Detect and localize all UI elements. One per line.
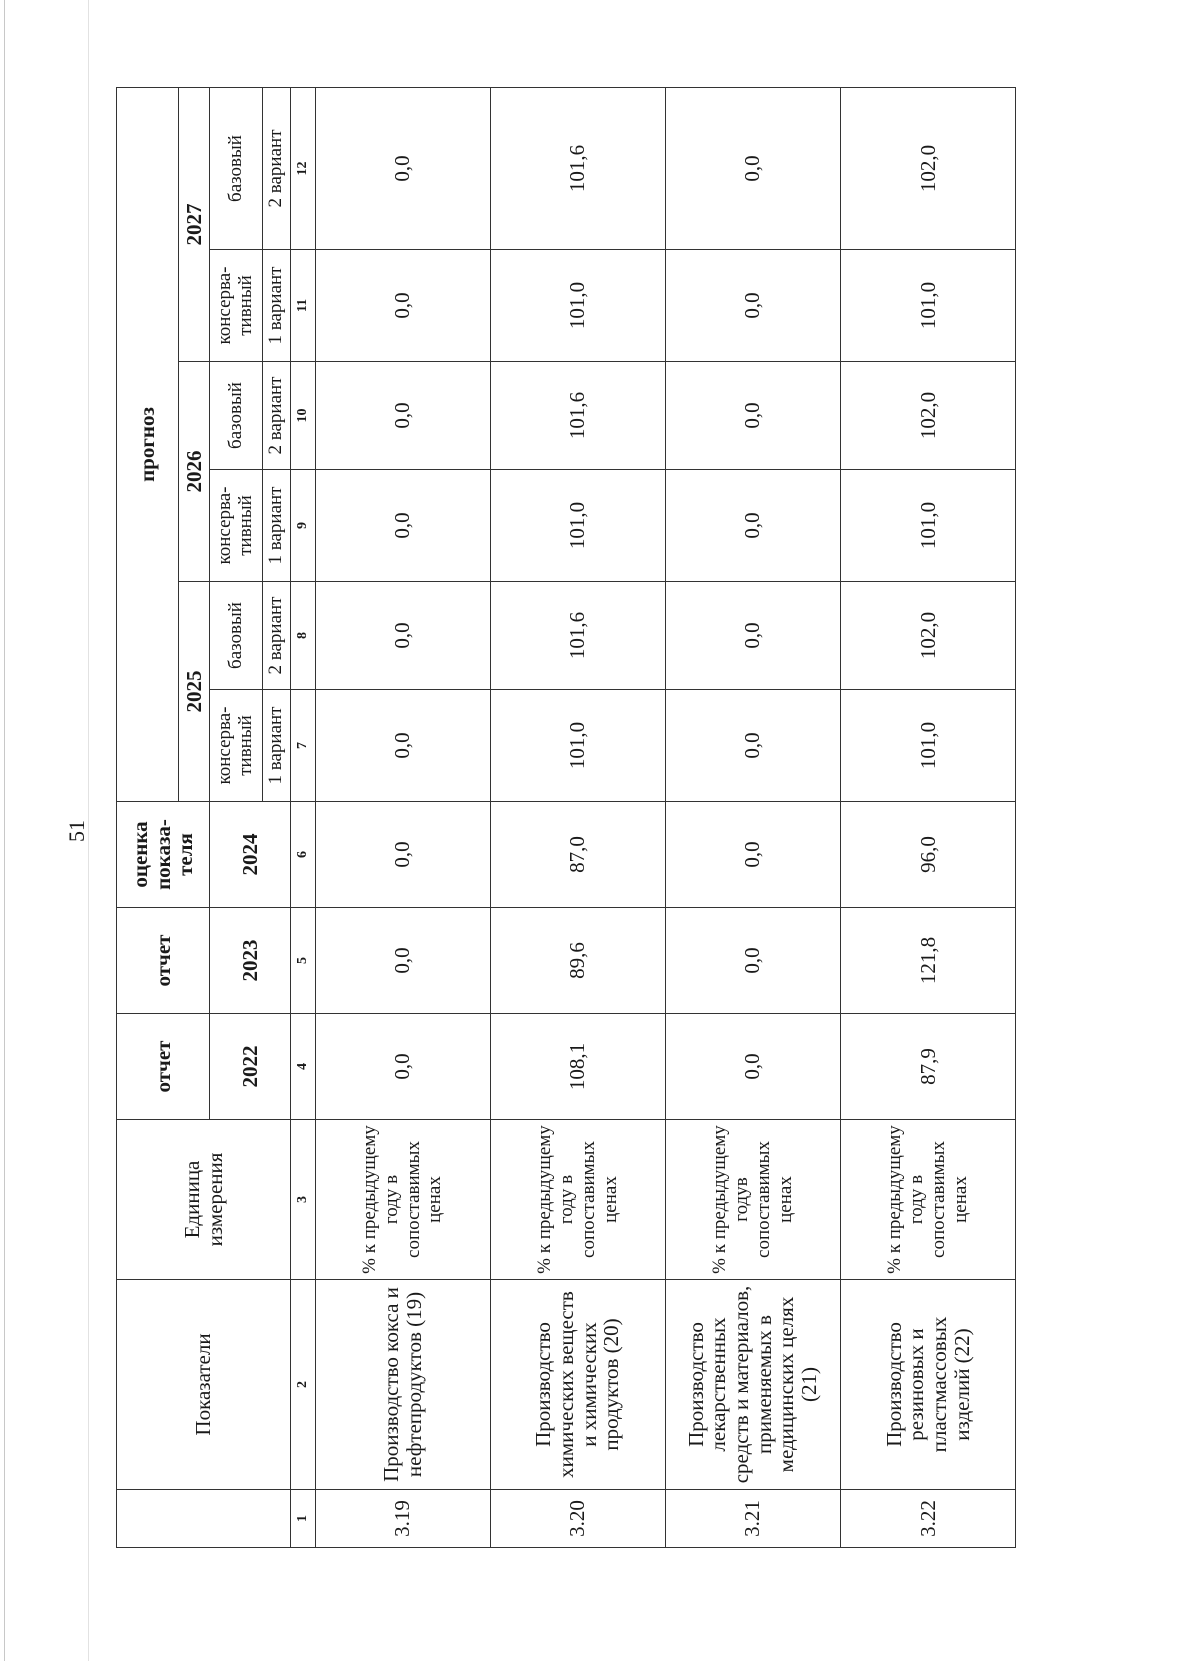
- value-2023: 121,8: [840, 908, 1015, 1014]
- header-2025-conservative: консерва-тивный: [209, 690, 262, 802]
- col-number: 3: [291, 1120, 315, 1280]
- row-indicator-name: Производство лекарственных средств и материалов, применяемых в медицинских целях (21): [665, 1280, 840, 1490]
- header-indicators: Показатели: [117, 1280, 291, 1490]
- value-2024: 87,0: [490, 802, 665, 908]
- scan-edge: [4, 0, 5, 1661]
- value-2023: 89,6: [490, 908, 665, 1014]
- value-2025-v1: 101,0: [490, 690, 665, 802]
- value-2022: 0,0: [315, 1014, 490, 1120]
- column-numbers-row: [291, 87, 315, 1547]
- rotated-table-wrapper: [116, 88, 1016, 1548]
- header-2026-base: базовый: [209, 362, 262, 470]
- value-2025-v2: 0,0: [665, 582, 840, 690]
- value-2023: 0,0: [665, 908, 840, 1014]
- header-unit: Единица измерения: [117, 1120, 291, 1280]
- header-2027-variant1: 1 вариант: [262, 250, 290, 362]
- col-number: 4: [291, 1014, 315, 1120]
- col-number: 1: [291, 1490, 315, 1548]
- header-col-2023: 2023: [209, 908, 290, 1014]
- col-number: 8: [291, 582, 315, 690]
- value-2026-v1: 0,0: [665, 470, 840, 582]
- header-year-2027: 2027: [179, 87, 210, 361]
- value-2022: 87,9: [840, 1014, 1015, 1120]
- table-row: [665, 87, 840, 1547]
- header-2027-base: базовый: [209, 87, 262, 249]
- row-indicator-name: Производство химических веществ и химических продуктов (20): [490, 1280, 665, 1490]
- header-report-2023: отчет: [117, 908, 210, 1014]
- col-number: 10: [291, 362, 315, 470]
- row-indicator-name: Производство кокса и нефтепродуктов (19): [315, 1280, 490, 1490]
- value-2022: 0,0: [665, 1014, 840, 1120]
- value-2025-v1: 101,0: [840, 690, 1015, 802]
- col-number: 7: [291, 690, 315, 802]
- value-2027-v2: 101,6: [490, 87, 665, 249]
- row-unit: % к предыдущему году в сопоставимых ценах: [490, 1120, 665, 1280]
- value-2026-v1: 101,0: [840, 470, 1015, 582]
- header-year-2026: 2026: [179, 362, 210, 582]
- header-2026-variant1: 1 вариант: [262, 470, 290, 582]
- header-forecast: прогноз: [117, 87, 179, 801]
- value-2027-v1: 101,0: [490, 250, 665, 362]
- header-estimate: оценка показа-теля: [117, 802, 210, 908]
- value-2025-v2: 102,0: [840, 582, 1015, 690]
- row-indicator-name: Производство резиновых и пластмассовых изделий (22): [840, 1280, 1015, 1490]
- value-2026-v2: 102,0: [840, 362, 1015, 470]
- row-number: 3.19: [315, 1490, 490, 1548]
- value-2025-v2: 101,6: [490, 582, 665, 690]
- header-2026-conservative: консерва-тивный: [209, 470, 262, 582]
- value-2026-v2: 0,0: [665, 362, 840, 470]
- table-row: [315, 87, 490, 1547]
- header-report-2022: отчет: [117, 1014, 210, 1120]
- value-2027-v2: 102,0: [840, 87, 1015, 249]
- header-2025-variant2: 2 вариант: [262, 582, 290, 690]
- value-2022: 108,1: [490, 1014, 665, 1120]
- header-corner: [117, 1490, 291, 1548]
- col-number: 9: [291, 470, 315, 582]
- value-2026-v1: 101,0: [490, 470, 665, 582]
- col-number: 2: [291, 1280, 315, 1490]
- value-2027-v2: 0,0: [315, 87, 490, 249]
- row-number: 3.20: [490, 1490, 665, 1548]
- forecast-table: [116, 87, 1016, 1548]
- value-2026-v1: 0,0: [315, 470, 490, 582]
- header-2027-variant2: 2 вариант: [262, 87, 290, 249]
- col-number: 6: [291, 802, 315, 908]
- value-2027-v1: 101,0: [840, 250, 1015, 362]
- value-2024: 0,0: [665, 802, 840, 908]
- header-2027-conservative: консерва-тивный: [209, 250, 262, 362]
- value-2026-v2: 0,0: [315, 362, 490, 470]
- col-number: 5: [291, 908, 315, 1014]
- value-2026-v2: 101,6: [490, 362, 665, 470]
- col-number: 12: [291, 87, 315, 249]
- value-2024: 96,0: [840, 802, 1015, 908]
- value-2023: 0,0: [315, 908, 490, 1014]
- value-2027-v1: 0,0: [665, 250, 840, 362]
- row-unit: % к предыдущему году в сопоставимых ценах: [315, 1120, 490, 1280]
- row-unit: % к предыдущему году в сопоставимых ценах: [840, 1120, 1015, 1280]
- header-2025-variant1: 1 вариант: [262, 690, 290, 802]
- value-2025-v1: 0,0: [665, 690, 840, 802]
- header-2026-variant2: 2 вариант: [262, 362, 290, 470]
- row-number: 3.22: [840, 1490, 1015, 1548]
- value-2027-v2: 0,0: [665, 87, 840, 249]
- header-2025-base: базовый: [209, 582, 262, 690]
- value-2027-v1: 0,0: [315, 250, 490, 362]
- header-col-2022: 2022: [209, 1014, 290, 1120]
- row-unit: % к предыдущему годув сопоставимых ценах: [665, 1120, 840, 1280]
- value-2025-v1: 0,0: [315, 690, 490, 802]
- value-2025-v2: 0,0: [315, 582, 490, 690]
- page-number: 51: [64, 820, 89, 842]
- col-number: 11: [291, 250, 315, 362]
- row-number: 3.21: [665, 1490, 840, 1548]
- table-row: [490, 87, 665, 1547]
- header-col-2024: 2024: [209, 802, 290, 908]
- value-2024: 0,0: [315, 802, 490, 908]
- header-year-2025: 2025: [179, 582, 210, 802]
- table-row: [840, 87, 1015, 1547]
